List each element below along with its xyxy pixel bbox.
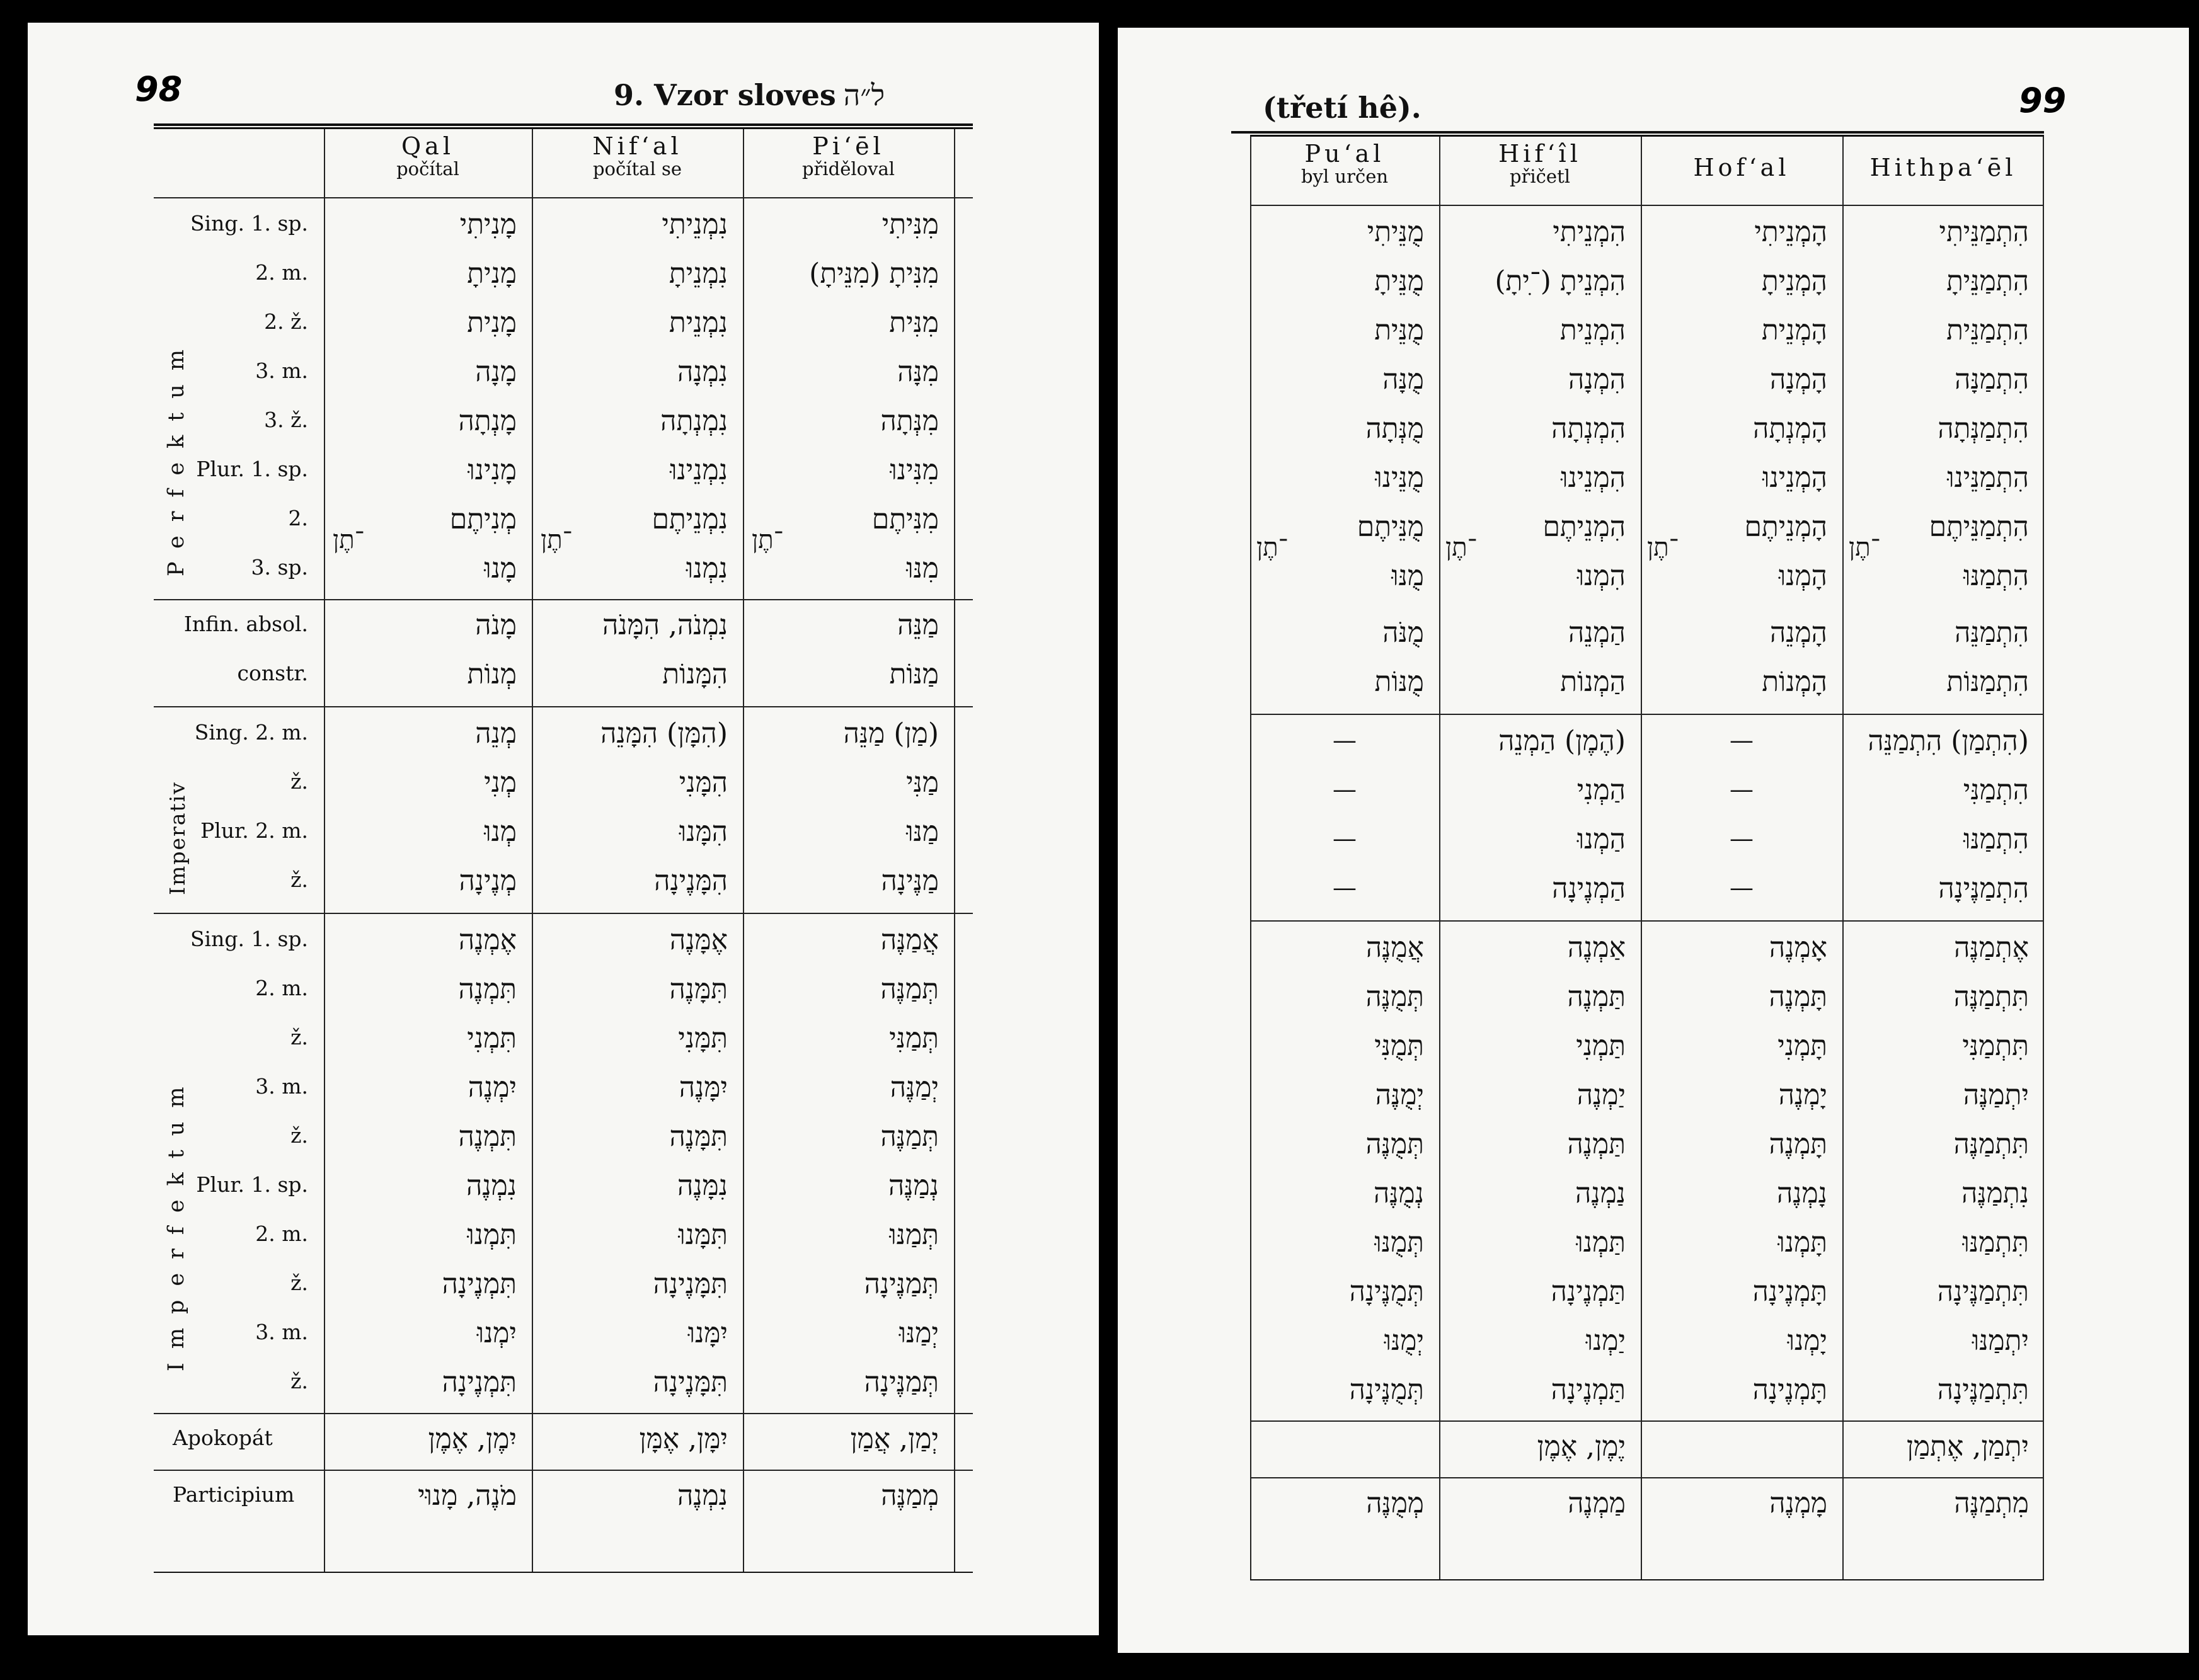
- form-piel-impf: תְּמַנּוּ: [889, 1219, 939, 1251]
- column-name: Nif‘al: [592, 132, 682, 160]
- empty-dash: —: [1333, 726, 1357, 754]
- page-number: 99: [2019, 81, 2067, 120]
- form-qal-imp: מְנֵה: [475, 717, 517, 750]
- row-label: ž.: [290, 1123, 308, 1148]
- row-label: Sing. 1. sp.: [190, 211, 308, 236]
- form-hithpael-impf: תִּתְמַנֶּה: [1953, 1128, 2029, 1160]
- section-divider: [154, 913, 973, 914]
- form-hithpael-imp: הִתְמַנֶּינָה: [1938, 872, 2029, 905]
- form-nifal-perf: נִמְנֵינוּ: [670, 454, 728, 486]
- form-qal-perf: מָנִיתִי: [459, 209, 517, 241]
- form-hofal-perf: הָמְנֵיתִי: [1754, 216, 1827, 248]
- suffix-ten: ־תֶן: [1256, 533, 1288, 562]
- form-hofal-impf: תָּמְנֶה: [1769, 981, 1827, 1013]
- form-piel-impf: תְּמַנֶּינָה: [864, 1268, 939, 1300]
- form-nifal-impf: יִמָּנֶה: [679, 1071, 728, 1104]
- column-header-hithpael: [1842, 137, 2044, 181]
- row-label: 2. ž.: [264, 309, 308, 334]
- form-qal-impf: יִמְנֶה: [468, 1071, 517, 1104]
- form-hithpael-impf: תִּתְמַנּוּ: [1962, 1226, 2029, 1259]
- form-hithpael-perf: הִתְמַנֵּיתָ: [1946, 265, 2029, 297]
- column-name: Hif‘îl: [1498, 140, 1582, 168]
- form-hithpael-impf: נִתְמַנֶּה: [1961, 1177, 2029, 1209]
- column-name: Hithpa‘ēl: [1869, 154, 2017, 181]
- section-divider: [154, 1413, 973, 1414]
- row-label: Sing. 2. m.: [194, 720, 308, 745]
- form-hithpael-impf: תִּתְמַנִּי: [1962, 1030, 2029, 1062]
- row-label: constr.: [237, 661, 308, 685]
- column-header-hofal: [1641, 137, 1842, 181]
- form-piel-inf: מַנֵּה: [897, 609, 939, 641]
- column-gloss: byl určen: [1300, 165, 1389, 187]
- form-qal-perf: מָנְתָה: [458, 405, 517, 437]
- form-hofal-impf: תָּמְנֶה: [1769, 1128, 1827, 1160]
- form-piel-imp: (מַן) מַנֵּה: [843, 717, 939, 750]
- row-label: Apokopát: [173, 1426, 273, 1450]
- form-hofal-impf: יָמְנוּ: [1787, 1325, 1827, 1357]
- row-label: 3. m.: [255, 1320, 308, 1344]
- form-hithpael-perf: הִתְמַנָּה: [1955, 363, 2029, 396]
- section-divider: [1250, 714, 2044, 715]
- page-title: [614, 78, 885, 112]
- form-pual-impf: יְמֻנֶּה: [1375, 1079, 1424, 1111]
- form-hofal-perf: הָמְנֵית: [1761, 314, 1827, 346]
- suffix-ten: ־תֶן: [333, 525, 364, 554]
- row-label: 3. sp.: [251, 555, 308, 580]
- form-nifal-impf: נִמָּנֶה: [677, 1170, 728, 1202]
- form-hifil-impf: תַּמְנֶה: [1567, 981, 1626, 1013]
- row-label: ž.: [290, 769, 308, 794]
- form-hifil-imp: (הֶמֶן) הַמְנֵה: [1498, 725, 1626, 757]
- row-label: 2. m.: [255, 1221, 308, 1246]
- form-pual-perf: מֻנֵּית: [1374, 314, 1424, 346]
- empty-dash: —: [1333, 775, 1357, 803]
- form-piel-impf: תְּמַנִּי: [889, 1022, 939, 1054]
- column-gloss: počítal se: [592, 157, 682, 180]
- form-pual-inf: מֻנּוֹת: [1374, 666, 1424, 698]
- form-pual-inf: מֻנֹּה: [1382, 617, 1424, 649]
- page-number: 98: [135, 69, 183, 109]
- form-piel-perf: מִנּוּ: [906, 552, 939, 585]
- form-qal-perf: מָנָה: [475, 356, 517, 388]
- form-nifal-perf: נִמְנָה: [677, 356, 728, 388]
- form-nifal-perf: נִמְנֵית: [669, 307, 728, 339]
- form-pual-perf: מֻנֵּיתֶם: [1357, 511, 1424, 543]
- form-piel-impf: תְּמַנֶּה: [880, 1121, 939, 1153]
- page-title: (třetí hê).: [1263, 91, 1421, 125]
- form-nifal-imp: הִמָּנוּ: [679, 816, 728, 848]
- form-hithpael-impf: יִתְמַנֶּה: [1963, 1079, 2029, 1111]
- row-label: Sing. 1. sp.: [190, 927, 308, 951]
- form-nifal-inf: הִמָּנוֹת: [662, 658, 728, 690]
- form-nifal-impf: תִּמָּנֶינָה: [653, 1366, 728, 1398]
- form-qal-impf: תִּמְנֶה: [458, 1121, 517, 1153]
- form-qal-perf: מָנִינוּ: [468, 454, 517, 486]
- right-page: [1118, 28, 2189, 1653]
- column-header-piel: [743, 129, 954, 178]
- form-qal-impf: תִּמְנֶה: [458, 973, 517, 1005]
- form-piel-imp: מַנּוּ: [906, 816, 939, 848]
- group-label-perfektum: Perfektum: [164, 335, 189, 576]
- form-hifil-impf: תַּמְנוּ: [1576, 1226, 1626, 1259]
- row-label: 2. m.: [255, 260, 308, 285]
- form-hofal-perf: הָמְנֵינוּ: [1762, 462, 1827, 494]
- form-hithpael-part: מִתְמַנֶּה: [1954, 1487, 2029, 1519]
- form-piel-impf: נְמַנֶּה: [888, 1170, 939, 1202]
- row-label: ž.: [290, 1369, 308, 1393]
- group-label-imperativ: Imperativ: [165, 781, 190, 895]
- form-hithpael-impf: תִּתְמַנֶּה: [1953, 981, 2029, 1013]
- form-hithpael-impf: אֶתְמַנֶּה: [1954, 932, 2029, 964]
- empty-dash: —: [1730, 775, 1754, 803]
- form-hifil-impf: אַמְנֶה: [1567, 932, 1626, 964]
- form-pual-impf: תְּמֻנֶּינָה: [1349, 1374, 1424, 1406]
- form-qal-perf: מָנִיתָ: [467, 258, 517, 290]
- header-divider: [154, 197, 973, 198]
- form-hofal-impf: נָמְנֶה: [1776, 1177, 1827, 1209]
- form-piel-impf: אֲמַנֶּה: [880, 924, 939, 956]
- row-label: ž.: [290, 1025, 308, 1049]
- form-hithpael-perf: הִתְמַנֵּיתִי: [1939, 216, 2029, 248]
- form-hofal-impf: תָּמְנֶינָה: [1752, 1276, 1827, 1308]
- form-pual-impf: אֲמֻנֶּה: [1365, 932, 1424, 964]
- form-hifil-inf: הַמְנֵה: [1568, 617, 1626, 649]
- column-gloss: přičetl: [1509, 165, 1571, 187]
- row-label: Participium: [173, 1482, 295, 1507]
- form-nifal-impf: אֶמָּנֶה: [669, 924, 728, 956]
- form-hifil-impf: תַּמְנֶינָה: [1551, 1374, 1626, 1406]
- form-nifal-impf: תִּמָּנֶינָה: [653, 1268, 728, 1300]
- form-qal-perf: מְנִיתֶם: [449, 503, 517, 535]
- column-name: Pu‘al: [1304, 140, 1385, 168]
- form-hithpael-imp: הִתְמַנּוּ: [1963, 823, 2029, 855]
- paradigm-table: [1250, 135, 2044, 1580]
- form-nifal-impf: תִּמָּנוּ: [678, 1219, 728, 1251]
- form-hithpael-apok: יִתְמַן, אֶתְמַן: [1906, 1431, 2029, 1463]
- form-hifil-impf: נַמְנֶה: [1575, 1177, 1626, 1209]
- section-divider: [1250, 1477, 2044, 1478]
- section-divider: [1250, 920, 2044, 922]
- form-hofal-impf: אָמְנֶה: [1769, 932, 1827, 964]
- form-pual-perf: מֻנֵּיתִי: [1367, 216, 1424, 248]
- form-qal-perf: מָנוּ: [484, 552, 517, 585]
- form-hifil-part: מַמְנֶה: [1568, 1487, 1626, 1519]
- suffix-ten: ־תֶן: [541, 525, 572, 554]
- form-hofal-impf: תָּמְנוּ: [1777, 1226, 1827, 1259]
- form-hifil-perf: הִמְנֵית: [1559, 314, 1626, 346]
- row-label: Infin. absol.: [183, 612, 308, 636]
- form-hithpael-imp: (הִתְמַן) הִתְמַנֵּה: [1868, 725, 2029, 757]
- form-qal-inf: מְנוֹת: [467, 658, 517, 690]
- section-divider: [1250, 1420, 2044, 1422]
- row-label: ž.: [290, 1271, 308, 1295]
- row-label: Plur. 1. sp.: [196, 1172, 308, 1197]
- form-pual-impf: תְּמֻנֶּה: [1365, 1128, 1424, 1160]
- suffix-ten: ־תֶן: [1647, 533, 1679, 562]
- form-nifal-impf: תִּמָּנֶה: [669, 973, 728, 1005]
- form-qal-part: מֹנֶה, מָנוּי: [418, 1480, 517, 1512]
- form-piel-apok: יְמַן, אֲמַן: [850, 1423, 939, 1455]
- form-qal-impf: תִּמְנֶינָה: [442, 1366, 517, 1398]
- section-divider: [154, 599, 973, 600]
- form-qal-impf: אֶמְנֶה: [458, 924, 517, 956]
- form-hofal-perf: הָמְנוּ: [1779, 560, 1827, 592]
- form-pual-impf: יְמֻנּוּ: [1384, 1325, 1424, 1357]
- form-pual-perf: מֻנֵּיתָ: [1374, 265, 1424, 297]
- form-hifil-imp: הַמְנוּ: [1577, 823, 1626, 855]
- form-hofal-perf: הָמְנְתָה: [1753, 413, 1827, 445]
- form-nifal-perf: נִמְנֵיתִי: [662, 209, 728, 241]
- form-pual-impf: תְּמֻנּוּ: [1374, 1226, 1424, 1259]
- form-nifal-part: נִמְנֶה: [677, 1480, 728, 1512]
- form-hifil-perf: הִמְנָה: [1568, 363, 1626, 396]
- column-divider: [2043, 137, 2044, 1579]
- form-piel-perf: מִנִּית: [889, 307, 939, 339]
- form-hofal-impf: יָמְנֶה: [1778, 1079, 1827, 1111]
- form-hifil-impf: תַּמְנֶינָה: [1551, 1276, 1626, 1308]
- form-nifal-inf: נִמְנֹה, הִמָּנֹה: [602, 609, 728, 641]
- form-piel-perf: מִנָּה: [897, 356, 939, 388]
- row-label: 3. m.: [255, 358, 308, 383]
- header-rule: [1231, 131, 2044, 134]
- form-pual-impf: נְמֻנֶּה: [1373, 1177, 1424, 1209]
- form-qal-imp: מְנִי: [484, 767, 517, 799]
- form-pual-perf: מֻנְּתָה: [1365, 413, 1424, 445]
- group-label-imperfektum: Imperfektum: [164, 1073, 189, 1371]
- form-hofal-inf: הָמְנֵה: [1769, 617, 1827, 649]
- empty-dash: —: [1333, 874, 1357, 901]
- form-hofal-perf: הָמְנָה: [1769, 363, 1827, 396]
- empty-dash: —: [1730, 825, 1754, 852]
- left-page: [28, 23, 1099, 1635]
- form-hithpael-impf: תִּתְמַנֶּינָה: [1937, 1374, 2029, 1406]
- column-header-qal: [324, 129, 532, 178]
- row-label: 2.: [288, 506, 308, 530]
- form-piel-perf: מִנִּיתָ (מִנֵּיתָ): [809, 258, 939, 290]
- column-header-pual: [1250, 137, 1439, 186]
- form-hithpael-perf: הִתְמַנּוּ: [1963, 560, 2029, 592]
- form-nifal-impf: יִמָּנוּ: [687, 1317, 728, 1349]
- form-qal-impf: תִּמְנוּ: [467, 1219, 517, 1251]
- form-nifal-perf: נִמְנֵיתָ: [669, 258, 728, 290]
- form-piel-impf: יְמַנּוּ: [899, 1317, 939, 1349]
- form-piel-perf: מִנִּינוּ: [890, 454, 939, 486]
- row-label: 3. m.: [255, 1074, 308, 1099]
- row-label: Plur. 1. sp.: [196, 457, 308, 481]
- form-qal-impf: יִמְנוּ: [476, 1317, 517, 1349]
- row-label: 2. m.: [255, 976, 308, 1000]
- empty-dash: —: [1730, 726, 1754, 754]
- form-hithpael-impf: יִתְמַנּוּ: [1972, 1325, 2029, 1357]
- form-hofal-impf: תָּמְנֶינָה: [1752, 1374, 1827, 1406]
- form-pual-impf: תְּמֻנִּי: [1374, 1030, 1424, 1062]
- empty-dash: —: [1730, 874, 1754, 901]
- form-nifal-perf: נִמְנֵיתֶם: [652, 503, 728, 535]
- form-hifil-perf: הִמְנֵיתֶם: [1542, 511, 1626, 543]
- form-hofal-perf: הָמְנֵיתֶם: [1744, 511, 1827, 543]
- form-nifal-perf: נִמְנוּ: [686, 552, 728, 585]
- form-hifil-perf: הִמְנֵיתָ (־ִיתָ): [1495, 265, 1626, 297]
- form-nifal-impf: תִּמָּנֶה: [669, 1121, 728, 1153]
- form-hithpael-inf: הִתְמַנֵּה: [1955, 617, 2029, 649]
- form-piel-perf: מִנְּתָה: [880, 405, 939, 437]
- suffix-ten: ־תֶן: [1849, 533, 1880, 562]
- form-hithpael-inf: הִתְמַנּוֹת: [1946, 666, 2029, 698]
- form-qal-perf: מָנִית: [467, 307, 517, 339]
- form-nifal-imp: הִמָּנִי: [679, 767, 728, 799]
- form-piel-imp: מַנִּי: [906, 767, 939, 799]
- form-hifil-apok: יֶמֶן, אֶמֶן: [1537, 1431, 1626, 1463]
- empty-dash: —: [1333, 825, 1357, 852]
- form-hifil-perf: הִמְנוּ: [1577, 560, 1626, 592]
- header-rule: [154, 123, 973, 126]
- row-label: ž.: [290, 867, 308, 892]
- form-hofal-inf: הָמְנוֹת: [1762, 666, 1827, 698]
- form-qal-apok: יִמֶן, אֶמֶן: [428, 1423, 517, 1455]
- form-nifal-impf: תִּמָּנִי: [678, 1022, 728, 1054]
- form-pual-perf: מֻנֵּינוּ: [1375, 462, 1424, 494]
- form-qal-impf: נִמְנֶה: [466, 1170, 517, 1202]
- form-hithpael-imp: הִתְמַנִּי: [1963, 774, 2029, 806]
- form-hithpael-perf: הִתְמַנֵּינוּ: [1947, 462, 2029, 494]
- form-hithpael-impf: תִּתְמַנֶּינָה: [1937, 1276, 2029, 1308]
- suffix-ten: ־תֶן: [1445, 533, 1477, 562]
- row-label: 3. ž.: [264, 408, 308, 432]
- section-divider: [154, 706, 973, 707]
- column-header-hifil: [1439, 137, 1641, 186]
- form-qal-imp: מְנֶינָה: [459, 865, 517, 897]
- title-hebrew: ל״ה: [843, 78, 885, 112]
- form-piel-perf: מִנִּיתֶם: [871, 503, 939, 535]
- form-qal-impf: תִּמְנֶינָה: [442, 1268, 517, 1300]
- form-hofal-impf: תָּמְנִי: [1777, 1030, 1827, 1062]
- form-nifal-apok: יִמָּן, אֶמָּן: [639, 1423, 728, 1455]
- form-qal-inf: מָנֹה: [475, 609, 517, 641]
- form-hofal-part: מָמְנֶה: [1769, 1487, 1827, 1519]
- form-hithpael-perf: הִתְמַנֵּיתֶם: [1929, 511, 2029, 543]
- row-label: Plur. 2. m.: [200, 818, 308, 843]
- form-pual-perf: מֻנּוּ: [1391, 560, 1424, 592]
- form-hifil-perf: הִמְנְתָה: [1551, 413, 1626, 445]
- suffix-ten: ־תֶן: [752, 525, 783, 554]
- form-qal-impf: תִּמְנִי: [467, 1022, 517, 1054]
- form-nifal-imp: (הִמָּן) הִמָּנֵה: [600, 717, 728, 750]
- column-name: Hof‘al: [1693, 154, 1790, 181]
- form-hifil-impf: יַמְנוּ: [1585, 1325, 1626, 1357]
- column-gloss: přiděloval: [801, 157, 895, 180]
- form-pual-part: מְמֻנֶּה: [1366, 1487, 1424, 1519]
- form-pual-impf: תְּמֻנֶּה: [1365, 981, 1424, 1013]
- column-name: Qal: [401, 132, 454, 160]
- form-hifil-imp: הַמְנֶינָה: [1552, 872, 1626, 905]
- form-hifil-inf: הַמְנוֹת: [1560, 666, 1626, 698]
- form-piel-impf: תְּמַנֶּינָה: [864, 1366, 939, 1398]
- form-piel-inf: מַנּוֹת: [889, 658, 939, 690]
- paradigm-table: [154, 127, 973, 1573]
- form-piel-impf: יְמַנֶּה: [890, 1071, 939, 1104]
- header-divider: [1250, 205, 2044, 206]
- form-hifil-imp: הַמְנִי: [1576, 774, 1626, 806]
- form-hifil-perf: הִמְנֵינוּ: [1561, 462, 1626, 494]
- form-piel-part: מְמַנֶּה: [881, 1480, 939, 1512]
- column-header-nifal: [532, 129, 743, 178]
- form-piel-perf: מִנִּיתִי: [881, 209, 939, 241]
- title-text: 9. Vzor sloves: [614, 78, 836, 112]
- form-nifal-perf: נִמְנְתָה: [660, 405, 728, 437]
- column-gloss: počítal: [396, 157, 459, 180]
- form-pual-perf: מֻנָּה: [1382, 363, 1424, 396]
- form-piel-imp: מַנֶּינָה: [881, 865, 939, 897]
- form-pual-impf: תְּמֻנֶּינָה: [1349, 1276, 1424, 1308]
- form-hithpael-perf: הִתְמַנְּתָה: [1938, 413, 2029, 445]
- form-hofal-perf: הָמְנֵיתָ: [1761, 265, 1827, 297]
- form-qal-imp: מְנוּ: [484, 816, 517, 848]
- form-nifal-imp: הִמָּנֶינָה: [654, 865, 728, 897]
- form-hifil-impf: תַּמְנִי: [1576, 1030, 1626, 1062]
- section-divider: [154, 1470, 973, 1471]
- column-divider: [954, 129, 955, 1572]
- form-piel-impf: תְּמַנֶּה: [880, 973, 939, 1005]
- form-hithpael-perf: הִתְמַנֵּית: [1946, 314, 2029, 346]
- form-hifil-impf: יַמְנֶה: [1576, 1079, 1626, 1111]
- column-name: Pi‘ēl: [812, 132, 885, 160]
- form-hifil-impf: תַּמְנֶה: [1567, 1128, 1626, 1160]
- form-hifil-perf: הִמְנֵיתִי: [1553, 216, 1626, 248]
